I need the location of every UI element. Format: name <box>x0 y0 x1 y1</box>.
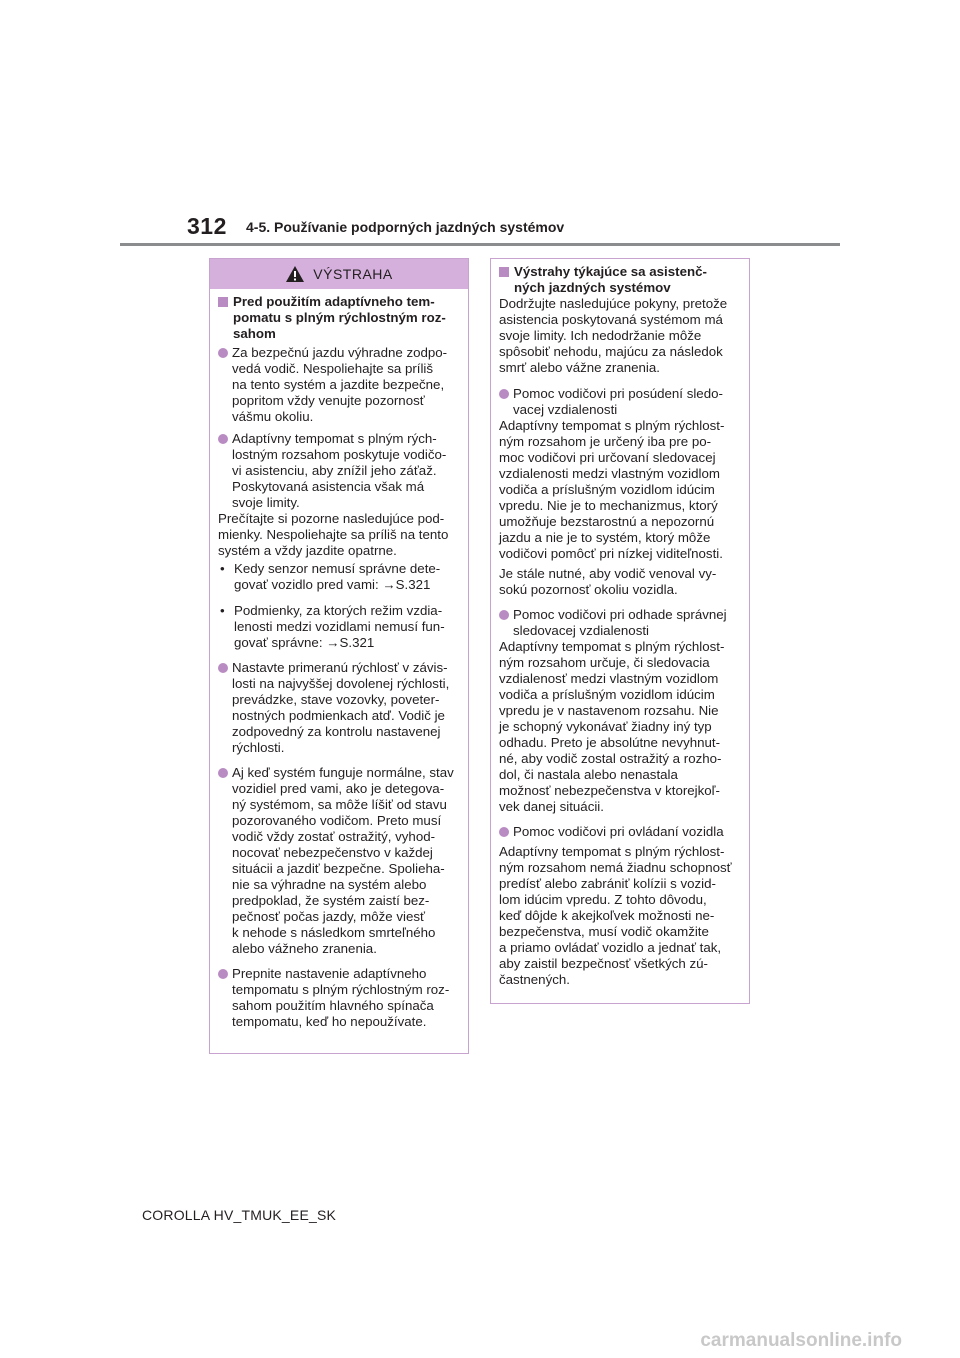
round-bullet-icon <box>499 827 509 837</box>
warning-bullet: Nastavte primeranú rýchlosť v závis- losti na najvyššej dovolenej rýchlosti, prevádzke, stave vozovky, poveter- nostných podmienkach atď. Vodič je zodpovedný za kontrolu nastavenej rýchlosti. <box>218 660 461 756</box>
dash-bullet-icon: • <box>220 561 225 576</box>
warning-triangle-icon <box>285 265 305 283</box>
warning-header <box>210 259 468 289</box>
warning-bullet: Aj keď systém funguje normálne, stav vozidiel pred vami, ako je detegova- ný systémom, sa môže líšiť od stavu pozorovaného vodičom. Preto musí vodič vždy zostať ostražitý, vyhod- nocovať nebezpečenstvo v každej situácii a jazdiť bezpečne. Spolieha- nie sa výhradne na systém alebo predpoklad, že systém zaistí bez- pečnosť počas jazdy, môže viesť k nehode s následkom smrteľného alebo vážneho zranenia. <box>218 765 461 957</box>
assist-bullet: Pomoc vodičovi pri ovládaní vozidla <box>499 824 742 840</box>
warning-bullet: Za bezpečnú jazdu výhradne zodpo- vedá vodič. Nespoliehajte sa príliš na tento systém a jazdite bezpečne, popritom vždy venujte pozornosť vášmu okoliu. <box>218 345 461 425</box>
warning-heading-text: Pred použitím adaptívneho tem- pomatu s plným rýchlostným roz- sahom <box>233 294 446 341</box>
section-title: 4-5. Používanie podporných jazdných systémov <box>246 219 565 235</box>
assist-paragraph: Adaptívny tempomat s plným rýchlost- ným rozsahom určuje, či sledovacia vzdialenosť medzi vlastným vozidlom vodiča a príslušným vozidlom idúcim vpredu je v nastavenom rozsahu. Nie je schopný vykonávať žiadny iný typ odhadu. Preto je absolútne nevyhnut- né, aby vodič zostal ostražitý a rozho- dol, či nastala alebo nenastala možnosť nebezpečenstva v ktorejkoľ- vek danej situácii. <box>499 639 725 814</box>
warning-subitem: • Podmienky, za ktorých režim vzdia- lenosti medzi vozidlami nemusí fun- govať správne: →S.321 <box>220 603 445 650</box>
round-bullet-icon <box>218 434 228 444</box>
round-bullet-icon <box>499 610 509 620</box>
round-bullet-icon <box>218 663 228 673</box>
square-bullet-icon <box>218 297 228 307</box>
header-rule <box>120 243 840 246</box>
assist-bullet: Pomoc vodičovi pri posúdení sledo- vacej vzdialenosti <box>499 386 742 418</box>
round-bullet-icon <box>499 389 509 399</box>
assist-heading <box>499 264 742 296</box>
assist-paragraph: Je stále nutné, aby vodič venoval vy- sokú pozornosť okoliu vozidla. <box>499 566 717 597</box>
square-bullet-icon <box>499 267 509 277</box>
warning-title: VÝSTRAHA <box>313 266 393 282</box>
warning-heading <box>218 294 461 342</box>
watermark: carmanualsonline.info <box>700 1330 902 1351</box>
dash-bullet-icon: • <box>220 603 225 618</box>
assist-bullet: Pomoc vodičovi pri odhade správnej sledovacej vzdialenosti <box>499 607 742 639</box>
assist-paragraph: Adaptívny tempomat s plným rýchlost- ným rozsahom nemá žiadnu schopnosť predísť alebo zabrániť kolízii s vozid- lom idúcim vpredu. Z tohto dôvodu, keď dôjde k akejkoľvek možnosti ne- bezpečenstva, musí vodič okamžite a priamo ovládať vozidlo a jednať tak, aby zaistil bezpečnosť všetkých zú- častnených. <box>499 844 732 987</box>
warning-bullet: Adaptívny tempomat s plným rých- lostným rozsahom poskytuje vodičo- vi asistenciu, aby znížil jeho záťaž. Poskytovaná asistencia však má svoje limity. <box>218 431 461 511</box>
assist-heading-text: Výstrahy týkajúce sa asistenč- ných jazdných systémov <box>514 264 707 295</box>
assist-intro: Dodržujte nasledujúce pokyny, pretože asistencia poskytovaná systémom má svoje limity. Ich nedodržanie môže spôsobiť nehodu, majúcu za následok smrť alebo vážne zranenia. <box>499 296 728 375</box>
assist-warnings-box <box>490 258 750 1004</box>
assist-paragraph: Adaptívny tempomat s plným rýchlost- ným rozsahom je určený iba pre po- moc vodičovi pri určovaní sledovacej vzdialenosti medzi vlastným vozidlom vodiča a príslušným vozidlom idúcim vpredu. Nie je to mechanizmus, ktorý umožňuje bezstarostnú a nepozornú jazdu a nie je to systém, ktorý môže vodičovi pomôcť pri nízkej viditeľnosti. <box>499 418 725 561</box>
warning-box <box>209 258 469 1054</box>
warning-body: Prečítajte si pozorne nasledujúce pod- mienky. Nespoliehajte sa príliš na tento systém a vždy jazdite opatrne. <box>218 511 449 558</box>
round-bullet-icon <box>218 348 228 358</box>
page-number: 312 <box>187 213 227 239</box>
footer-model: COROLLA HV_TMUK_EE_SK <box>142 1207 337 1223</box>
round-bullet-icon <box>218 969 228 979</box>
warning-bullet: Prepnite nastavenie adaptívneho tempomatu s plným rýchlostným roz- sahom použitím hlavného spínača tempomatu, keď ho nepoužívate. <box>218 966 461 1030</box>
warning-subitem: • Kedy senzor nemusí správne dete- govať vozidlo pred vami: →S.321 <box>220 561 441 592</box>
round-bullet-icon <box>218 768 228 778</box>
